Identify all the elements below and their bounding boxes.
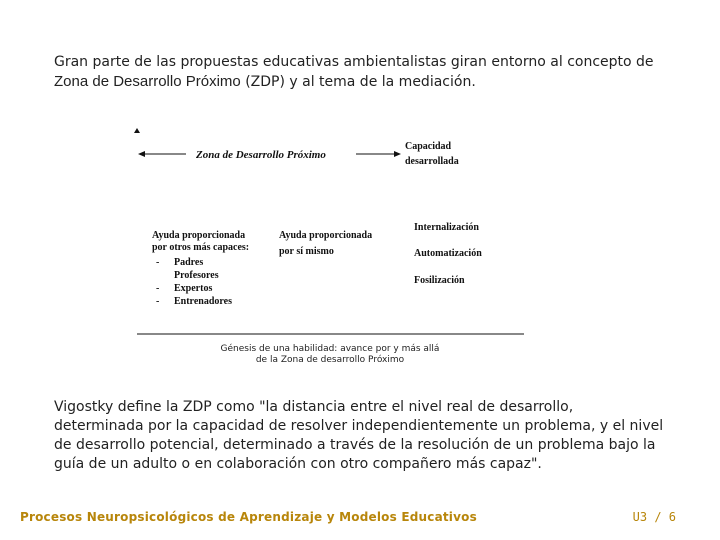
stage-automatizacion: Automatización	[414, 248, 482, 259]
left-arrow-head	[138, 151, 145, 157]
diagram-caption	[150, 344, 510, 366]
stage-fosilizacion: Fosilización	[414, 275, 465, 286]
ayuda-otros-line1: Ayuda proporcionada	[152, 230, 246, 241]
caption-line2: de la Zona de desarrollo Próximo	[255, 355, 405, 365]
otros-item-3: Expertos	[174, 283, 213, 294]
otros-item-4: Entrenadores	[174, 296, 232, 307]
intro-paragraph	[54, 52, 664, 92]
definition-paragraph: Vigostky define la ZDP como "la distancia entre el nivel real de desarrollo, determinada por la capacidad de resolver independientemente un problema, y el nivel de desarrollo potencial, determinado a través de la resolución de un problema bajo la guía de un adulto o en colaboración con otro compañero más capaz".	[54, 399, 664, 472]
ayuda-si-line2: por sí mismo	[279, 246, 334, 257]
otros-item-1: Padres	[174, 257, 204, 268]
capacidad-line2: desarrollada	[405, 156, 459, 167]
otros-bullet-1: -	[156, 257, 160, 268]
capacidad-line1: Capacidad	[405, 141, 452, 152]
intro-text-part2: (ZDP) y al tema de la mediación.	[240, 74, 476, 90]
caption-line1: Génesis de una habilidad: avance por y más allá	[220, 344, 440, 354]
ayuda-otros-line2: por otros más capaces:	[152, 242, 250, 253]
intro-term: Zona de Desarrollo Próximo	[54, 73, 241, 90]
footer-title: Procesos Neuropsicológicos de Aprendizaje y Modelos Educativos	[20, 510, 477, 524]
intro-text-part1: Gran parte de las propuestas educativas ambientalistas giran entorno al concepto de	[54, 54, 654, 70]
ayuda-si-line1: Ayuda proporcionada	[279, 230, 373, 241]
zdp-label: Zona de Desarrollo Próximo	[196, 149, 326, 161]
otros-item-2: Profesores	[174, 270, 219, 281]
page-number: U3 / 6	[632, 510, 676, 524]
up-arrow-marker	[134, 128, 140, 133]
right-arrow-head	[394, 151, 401, 157]
otros-bullet-4: -	[156, 296, 160, 307]
otros-bullet-3: -	[156, 283, 160, 294]
stage-internalizacion: Internalización	[414, 222, 479, 233]
